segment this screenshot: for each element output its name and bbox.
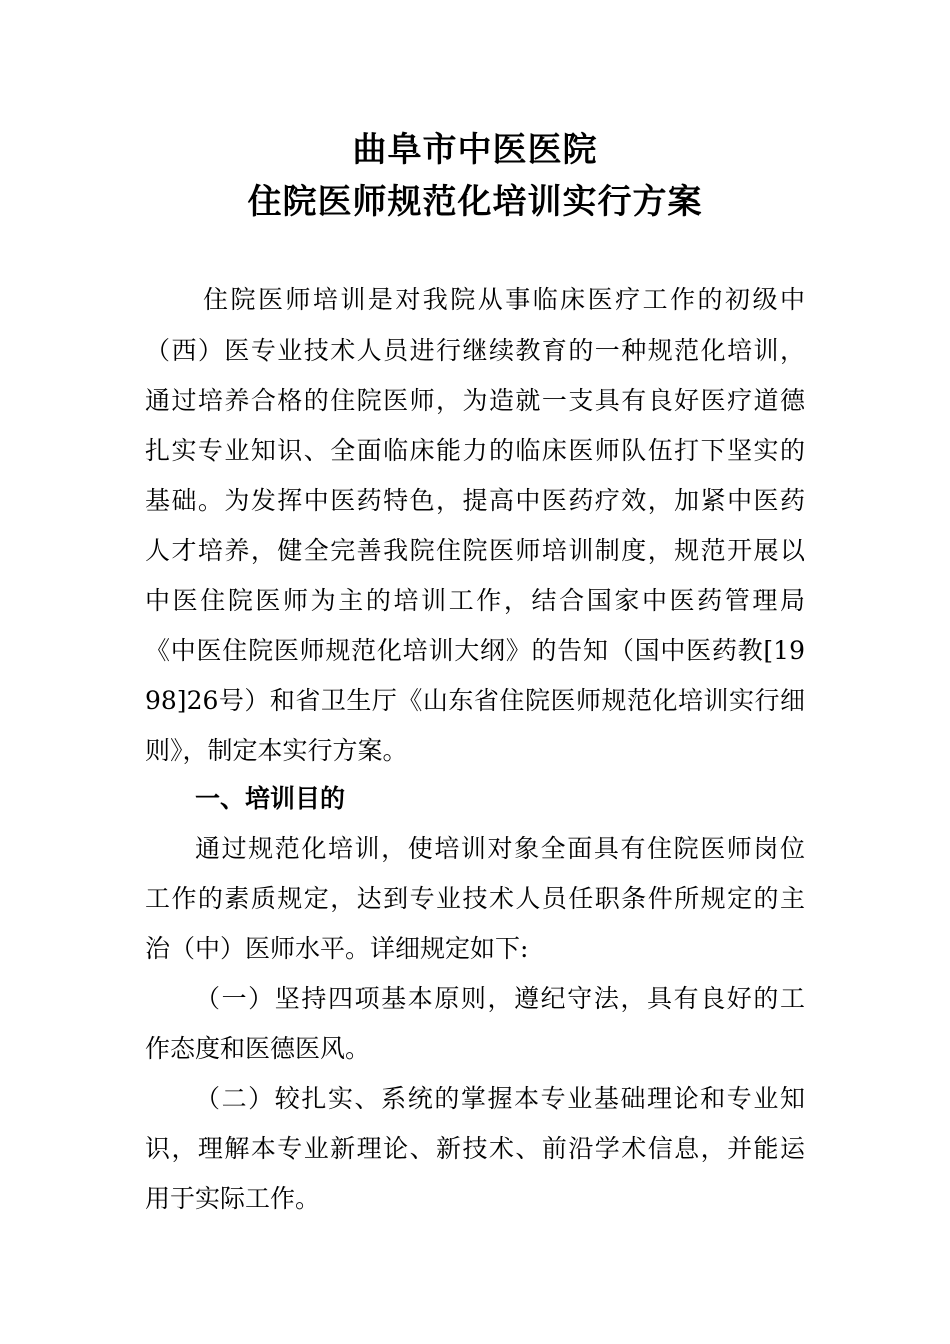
intro-line: 基础。为发挥中医药特色，提高中医药疗效，加紧中医药 [145,486,805,515]
item2-line: （二）较扎实、系统的掌握本专业基础理论和专业知 [195,1084,805,1113]
intro-line: 通过培养合格的住院医师，为造就一支具有良好医疗道德 [145,386,805,415]
item1-line: （一）坚持四项基本原则，遵纪守法，具有良好的工 [195,984,805,1013]
intro-line: 《中医住院医师规范化培训大纲》的告知（国中医药教[19 [145,636,805,665]
document-title-plan: 住院医师规范化培训实行方案 [247,182,703,222]
document-title-hospital: 曲阜市中医医院 [352,130,598,170]
item1-line: 作态度和医德医风。 [145,1034,371,1063]
intro-line: 则》，制定本实行方案。 [145,736,408,765]
intro-line: 98]26号）和省卫生厅《山东省住院医师规范化培训实行细 [145,686,805,715]
intro-line: 人才培养，健全完善我院住院医师培训制度，规范开展以 [145,536,805,565]
section-heading-training-purpose: 一、培训目的 [195,784,346,813]
intro-line: 中医住院医师为主的培训工作，结合国家中医药管理局 [145,586,805,615]
intro-line: 扎实专业知识、全面临床能力的临床医师队伍打下坚实的 [145,436,805,465]
section1-line: 通过规范化培训，使培训对象全面具有住院医师岗位 [195,834,805,863]
section1-line: 治（中）医师水平。详细规定如下: [145,934,529,963]
intro-line: 住院医师培训是对我院从事临床医疗工作的初级中 [203,285,805,314]
section1-line: 工作的素质规定，达到专业技术人员任职条件所规定的主 [145,884,805,913]
item2-line: 识，理解本专业新理论、新技术、前沿学术信息，并能运 [145,1134,805,1163]
item2-line: 用于实际工作。 [145,1184,321,1213]
intro-line: （西）医专业技术人员进行继续教育的一种规范化培训， [145,336,805,365]
